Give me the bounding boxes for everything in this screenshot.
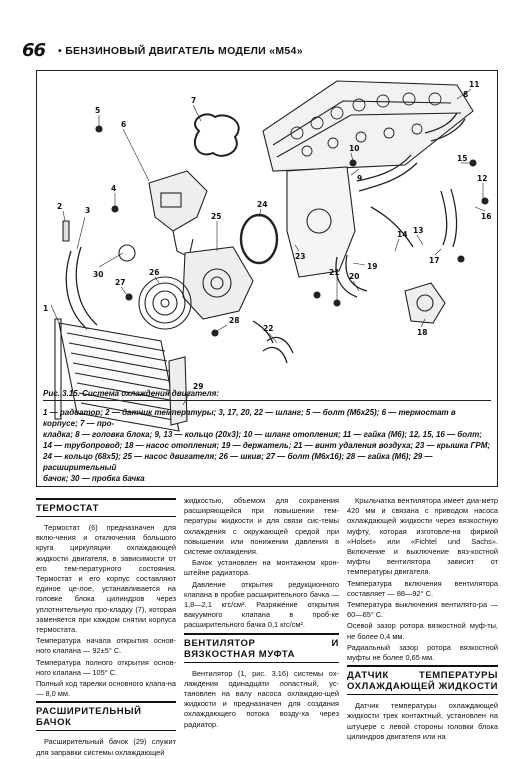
caption-line: 24 — кольцо (68х5); 25 — насос двигателя; 26 — шкив; 27 — болт (М6х16); 28 — гайка (М6); 29 — расширительный [43, 452, 433, 472]
text-column-1 [36, 496, 176, 759]
label-23: 23 [295, 252, 306, 261]
label-15: 15 [457, 154, 468, 163]
paragraph: Датчик температуры охлаждающей жидкости трех контактный, установлен на штуцере с левой стороны головки блока цилиндров двигателя или на [347, 701, 498, 741]
label-19: 19 [367, 262, 378, 271]
figure-cooling-system [36, 70, 498, 487]
paragraph: Температура полного открытия основ-ного клапана — 105° С. [36, 657, 176, 677]
text-column-2 [184, 496, 339, 731]
label-30: 30 [93, 270, 104, 279]
caption-line: кладка; 8 — головка блока; 9, 13 — кольцо (20х3); 10 — шланг отопления; 11 — гайка (М6); 12, 15, 16 — болт; [43, 430, 482, 439]
hose-22-drawing [263, 337, 293, 363]
caption-divider [43, 400, 491, 401]
page-title: • БЕНЗИНОВЫЙ ДВИГАТЕЛЬ МОДЕЛИ «M54» [58, 45, 303, 57]
temperature-sensor-drawing [63, 221, 69, 241]
label-24: 24 [257, 200, 268, 209]
label-27: 27 [115, 278, 126, 287]
caption-line: бачок; 30 — пробка бачка [43, 474, 145, 483]
heater-pump-drawing [405, 283, 445, 323]
figure-caption [43, 407, 491, 484]
thermostat-housing-drawing [149, 171, 207, 257]
label-11: 11 [469, 80, 480, 89]
page-number: 66 [22, 40, 46, 61]
label-25: 25 [211, 212, 222, 221]
label-17: 17 [429, 256, 440, 265]
label-13: 13 [413, 226, 424, 235]
paragraph: Полный ход тарелки основного клапа-на — 8,0 мм. [36, 679, 176, 699]
caption-line: 1 — радиатор; 2 — датчик температуры; 3, 17, 20, 22 — шланг; 5 — болт (М6х25); 6 — термостат в корпусе; 7 — про- [43, 408, 456, 428]
label-5: 5 [95, 106, 101, 115]
cap-drawing [119, 245, 135, 261]
label-6: 6 [121, 120, 127, 129]
label-9: 9 [357, 174, 363, 183]
water-pump-drawing [183, 247, 253, 319]
label-3: 3 [85, 206, 91, 215]
label-12: 12 [477, 174, 488, 183]
section-heading-expansion-tank: РАСШИРИТЕЛЬНЫЙ БАЧОК [36, 701, 176, 731]
label-28: 28 [229, 316, 240, 325]
hose-3-drawing [66, 247, 97, 329]
label-7: 7 [191, 96, 197, 105]
paragraph: Бачок установлен на монтажном крон-штейне радиатора. [184, 558, 339, 578]
caption-line: 14 — трубопровод; 18 — насос отопления; 19 — держатель; 21 — винт удаления воздуха; 23 — крышка ГРМ; [43, 441, 491, 450]
label-4: 4 [111, 184, 117, 193]
paragraph: Температура выключения вентилято-ра — 60—65° С. [347, 600, 498, 620]
paragraph: Радиальный зазор ротора вязкостной муфты не более 0,65 мм. [347, 642, 498, 663]
label-29: 29 [193, 382, 204, 391]
paragraph: Расширительный бачок (29) служит для заправки системы охлаждающей [36, 737, 176, 757]
label-10: 10 [349, 144, 360, 153]
section-heading-thermostat: ТЕРМОСТАТ [36, 498, 176, 517]
paragraph: Давление открытия редукционного клапана в пробке расширительного бачка — 1,8—2,1 кгс/см². Разряжение открытия вакуумного клапана в проб-ке расширительного бачка 0,1 кгс/см². [184, 579, 339, 630]
pipe-14-drawing [441, 189, 457, 247]
label-14: 14 [397, 230, 408, 239]
label-2: 2 [57, 202, 63, 211]
label-22: 22 [263, 324, 274, 333]
paragraph: Температура включения вентилятора составляет — 88—92° С. [347, 578, 498, 598]
paragraph: Осевой зазор ротора вязкостной муф-ты, не более 0,4 мм. [347, 621, 498, 641]
figure-caption-title: Рис. 3.15. Система охлаждения двигателя: [43, 389, 219, 398]
paragraph: Температура начала открытия основ-ного клапана — 92±5° С. [36, 636, 176, 656]
label-26: 26 [149, 268, 160, 277]
label-16: 16 [481, 212, 492, 221]
paragraph: Вентилятор (1, рис. 3.16) системы ох-лаждения одинадцати лопастный, ус-тановлен на валу насоса охлаждаю-щей жидкости и предназначен для создания охлаждающего потока возду-ха через радиатор. [184, 668, 339, 729]
label-20: 20 [349, 272, 360, 281]
section-heading-temperature-sensor: ДАТЧИК ТЕМПЕРАТУРЫ ОХЛАЖДАЮЩЕЙ ЖИДКОСТИ [347, 665, 498, 695]
section-heading-fan: ВЕНТИЛЯТОР И ВЯЗКОСТНАЯ МУФТА [184, 633, 339, 663]
paragraph: жидкостью, объемом для сохранения расширяющейся при повышении тем-пературы жидкости и для связи сис-темы охлаждения с окружающей средой при повышении или понижении давления в системе охлаждения. [184, 496, 339, 557]
label-18: 18 [417, 328, 428, 337]
pulley-drawing [139, 277, 191, 329]
page-header [22, 40, 502, 62]
paragraph: Термостат (6) предназначен для вклю-чения и отключения большого круга циркуляции охлаждающей жидкости двигателя, в зависимости от его тем-пературного состояния. Термостат и его корпус составляют единое це-лое, устанавливается на головке блока цилиндров через уплотнительную про-кладку (7), которая заменяется при каждом снятии корпуса термостата. [36, 523, 176, 635]
label-21: 21 [329, 268, 340, 277]
label-8: 8 [463, 90, 469, 99]
label-1: 1 [43, 304, 49, 313]
cylinder-head-drawing [263, 81, 473, 171]
paragraph: Крыльчатка вентилятора имеет диа-метр 420 мм и связана с приводом насоса охлаждающей жидкости через вязкостную муфту, которая изготовле-на фирмой «Holset» или «Fichtel und Sachs». Включение и выключение вяз-костной муфты вентилятора зависит от температуры двигателя. [347, 496, 498, 577]
text-column-3 [347, 496, 498, 743]
